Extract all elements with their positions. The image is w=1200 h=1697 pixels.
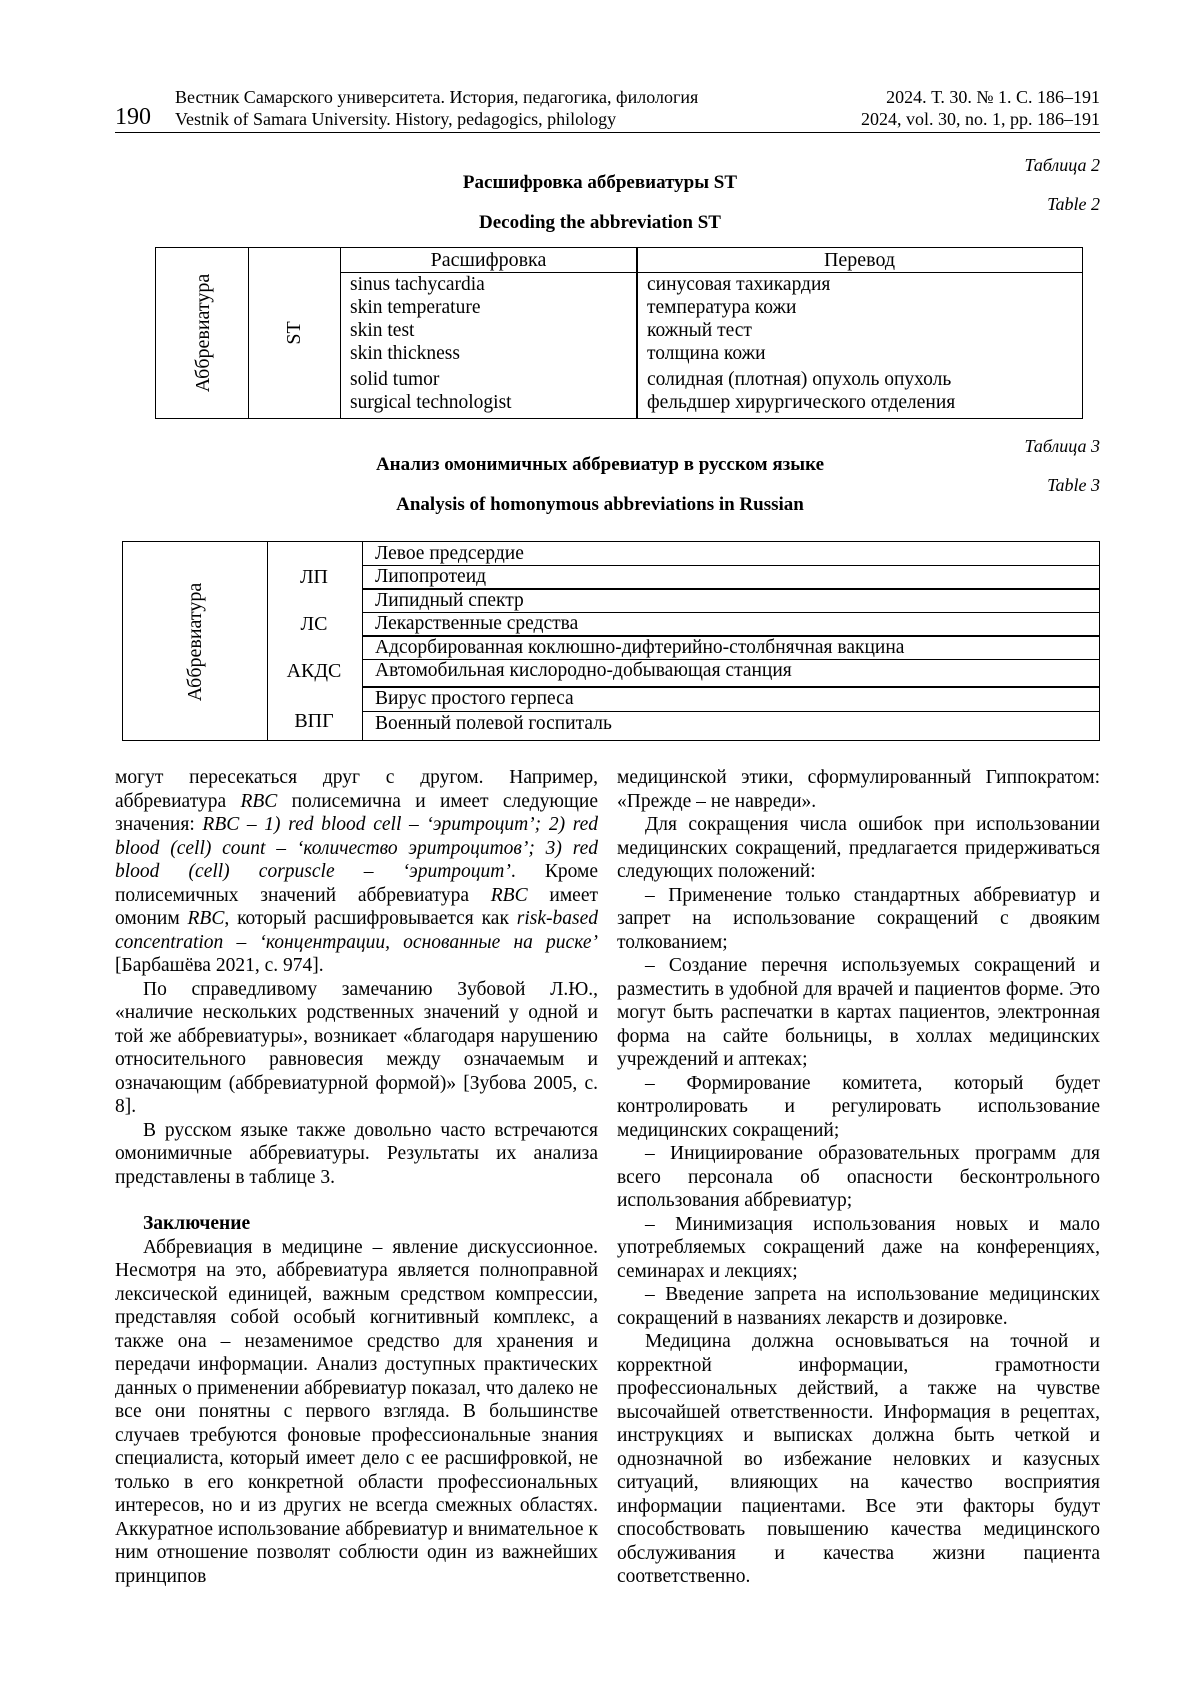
table2-translation-cell: фельдшер хирургического отделения: [647, 392, 956, 413]
table2-decoding-cell: skin test: [350, 320, 415, 341]
list-item: – Формирование комитета, который будет контролировать и регулировать использование медицинских сокращений;: [617, 1072, 1100, 1141]
table2-title-ru: Расшифровка аббревиатуры ST: [462, 172, 738, 193]
table3-side-label: Аббревиатура: [184, 582, 206, 702]
table-row: [341, 391, 1082, 415]
table3-label-ru: Таблица 3: [1024, 436, 1100, 456]
table2: [155, 247, 1082, 419]
table2-side-cell: [155, 247, 249, 419]
paragraph: По справедливому замечанию Зубовой Л.Ю., «наличие нескольких родственных значений у одной и той же аббревиатуры», возникает «благодаря нарушению относительного равновесия между означаемым и означающим (аббревиатурной формой)» [Зубова 2005, с. 8].: [115, 978, 598, 1117]
rbc-meanings: RBC – 1) red blood cell – ‘эритроцит’; 2) red blood (cell) count – ‘количество эритроцитов’; 3) red blood (cell) corpuscle – ‘эритроцит’: [115, 814, 599, 882]
table2-label-en: Table 2: [1047, 194, 1100, 214]
section-heading-conclusion: Заключение: [143, 1213, 251, 1234]
table3-code-column: [266, 541, 362, 741]
table2-grid: [340, 247, 1083, 419]
table-row: [341, 342, 1082, 366]
list-item: – Минимизация использования новых и мало употребляемых сокращений даже на конференциях, семинарах и лекциях;: [617, 1213, 1100, 1282]
paragraph: Для сокращения числа ошибок при использовании медицинских сокращений, предлагается придерживаться следующих положений:: [617, 814, 1100, 882]
table3-side-cell: [122, 541, 268, 741]
abbreviation-rbc: RBC: [240, 790, 278, 812]
paragraph: Медицина должна основываться на точной и корректной информации, грамотности профессиональных действий, а также на чувстве высочайшей ответственности. Информация в рецептах, инструкциях и выписках должна быть четкой и однозначной во избежание неловких и казусных ситуаций, влияющих на качество восприятия информации пациентами. Все эти факторы будут способствовать повышению качества медицинского обслуживания и качества жизни пациента соответственно.: [617, 1331, 1100, 1587]
table3-code: ЛС: [300, 613, 328, 635]
table3-grid: [362, 541, 1100, 741]
table3-meaning-cell: Автомобильная кислородно-добывающая станция: [375, 660, 792, 681]
table2-header-row: [341, 248, 1082, 273]
table-row: [341, 296, 1082, 320]
table3-meaning-cell: Вирус простого герпеса: [375, 688, 574, 709]
table2-translation-cell: толщина кожи: [647, 343, 766, 364]
list-item: – Введение запрета на использование медицинских сокращений в названиях лекарств и дозировке.: [617, 1284, 1100, 1329]
text-run: имеет омоним: [115, 884, 598, 929]
table3-label-en: Table 3: [1047, 475, 1100, 495]
table2-decoding-cell: skin thickness: [350, 343, 460, 364]
table3-meaning-cell: Левое предсердие: [375, 543, 524, 564]
running-header: [115, 86, 1100, 133]
journal-name-ru: Вестник Самарского университета. История, педагогика, филология: [175, 87, 699, 107]
table3-meaning-cell: Лекарственные средства: [375, 613, 579, 634]
table2-translation-cell: синусовая тахикардия: [647, 274, 831, 295]
text-run: полисемична и имеет следующие значения:: [115, 790, 598, 835]
table2-code-cell: [247, 247, 340, 419]
text-column-right: [617, 766, 1100, 1589]
spacer: [115, 1189, 598, 1212]
abbreviation-rbc: RBC: [187, 908, 225, 929]
table3: [122, 541, 1100, 741]
table2-translation-cell: температура кожи: [647, 297, 797, 318]
table3-title-ru: Анализ омонимичных аббревиатур в русском языке: [375, 454, 825, 475]
table3-code: АКДС: [286, 660, 342, 682]
text-column-left: [115, 766, 598, 1588]
issue-info: [861, 86, 1100, 130]
table2-code: ST: [283, 321, 305, 345]
text-run: могут пересекаться друг с другом. Например, аббревиатура: [115, 767, 598, 812]
paragraph: медицинской этики, сформулированный Гиппократом: «Прежде – не навреди».: [617, 767, 1100, 812]
table-row: [341, 273, 1082, 297]
table2-label-ru: Таблица 2: [1024, 155, 1100, 175]
text-run: , который расшифровывается как: [224, 908, 517, 929]
table2-decoding-cell: solid tumor: [350, 369, 440, 390]
list-item: – Создание перечня используемых сокращений и разместить в удобной для врачей и пациентов форме. Это могут быть распечатки в картах пациентов, электронная форма на сайте больницы, в холлах медицинских учреждений и аптеках;: [617, 955, 1100, 1070]
abbreviation-rbc: RBC: [490, 884, 528, 906]
paragraph: В русском языке также довольно часто встречаются омонимичные аббревиатуры. Результаты их анализа представлены в таблице 3.: [115, 1119, 598, 1188]
table2-header-translation: Перевод: [823, 249, 896, 271]
table3-code: ЛП: [299, 566, 328, 588]
journal-name-en: Vestnik of Samara University. History, pedagogics, philology: [175, 109, 617, 129]
table-row: [341, 368, 1082, 392]
table3-meaning-cell: Адсорбированная коклюшно-дифтерийно-столбнячная вакцина: [375, 637, 905, 658]
list-item: – Инициирование образовательных программ для всего персонала об опасности бесконтрольного использования аббревиатур;: [617, 1143, 1100, 1211]
table3-meaning-cell: Липопротеид: [375, 566, 487, 587]
table2-translation-cell: солидная (плотная) опухоль опухоль: [647, 369, 952, 390]
text-run: . Кроме полисемичных значений аббревиатура: [115, 861, 598, 906]
table2-side-label: Аббревиатура: [192, 273, 214, 393]
issue-info-ru: 2024. Т. 30. № 1. С. 186–191: [886, 87, 1100, 107]
table2-translation-cell: кожный тест: [647, 320, 752, 341]
table3-code: ВПГ: [294, 710, 334, 732]
table2-decoding-cell: surgical technologist: [350, 392, 512, 413]
table3-title-en: Analysis of homonymous abbreviations in Russian: [396, 494, 804, 515]
table2-title-en: Decoding the abbreviation ST: [479, 212, 721, 233]
table3-meaning-cell: Военный полевой госпиталь: [375, 713, 612, 734]
table2-decoding-cell: skin temperature: [350, 297, 481, 318]
list-item: – Применение только стандартных аббревиатур и запрет на использование сокращений с двояким толкованием;: [617, 884, 1100, 953]
table3-meaning-cell: Липидный спектр: [375, 590, 524, 611]
table2-decoding-cell: sinus tachycardia: [350, 274, 485, 295]
risk-based-concentration: risk-based concentration – ‘концентрации, основанные на риске’: [115, 908, 598, 953]
issue-info-en: 2024, vol. 30, no. 1, pp. 186–191: [860, 109, 1100, 129]
paragraph: [115, 766, 598, 978]
table2-header-decoding: Расшифровка: [430, 249, 547, 271]
page-number: 190: [115, 104, 151, 130]
text-run: [Барбашёва 2021, с. 974].: [115, 955, 324, 976]
journal-name: [175, 86, 698, 130]
paragraph: Аббревиация в медицине – явление дискуссионное. Несмотря на это, аббревиатура является полноправной лексической единицей, важным средством компрессии, представляя собой особый когнитивный комплекс, а также она – незаменимое средство для хранения и передачи информации. Анализ доступных практических данных о применении аббревиатур показал, что далеко не все они понятны с первого взгляда. В большинстве случаев требуются фоновые профессиональные знания специалиста, который имеет дело с ее расшифровкой, не только в его конкретной области профессиональных интересов, но и из других не всегда смежных областях. Аккуратное использование аббревиатур и внимательное к ним отношение позволят соблюсти один из важнейших принципов: [115, 1236, 598, 1587]
table-row: [341, 319, 1082, 343]
